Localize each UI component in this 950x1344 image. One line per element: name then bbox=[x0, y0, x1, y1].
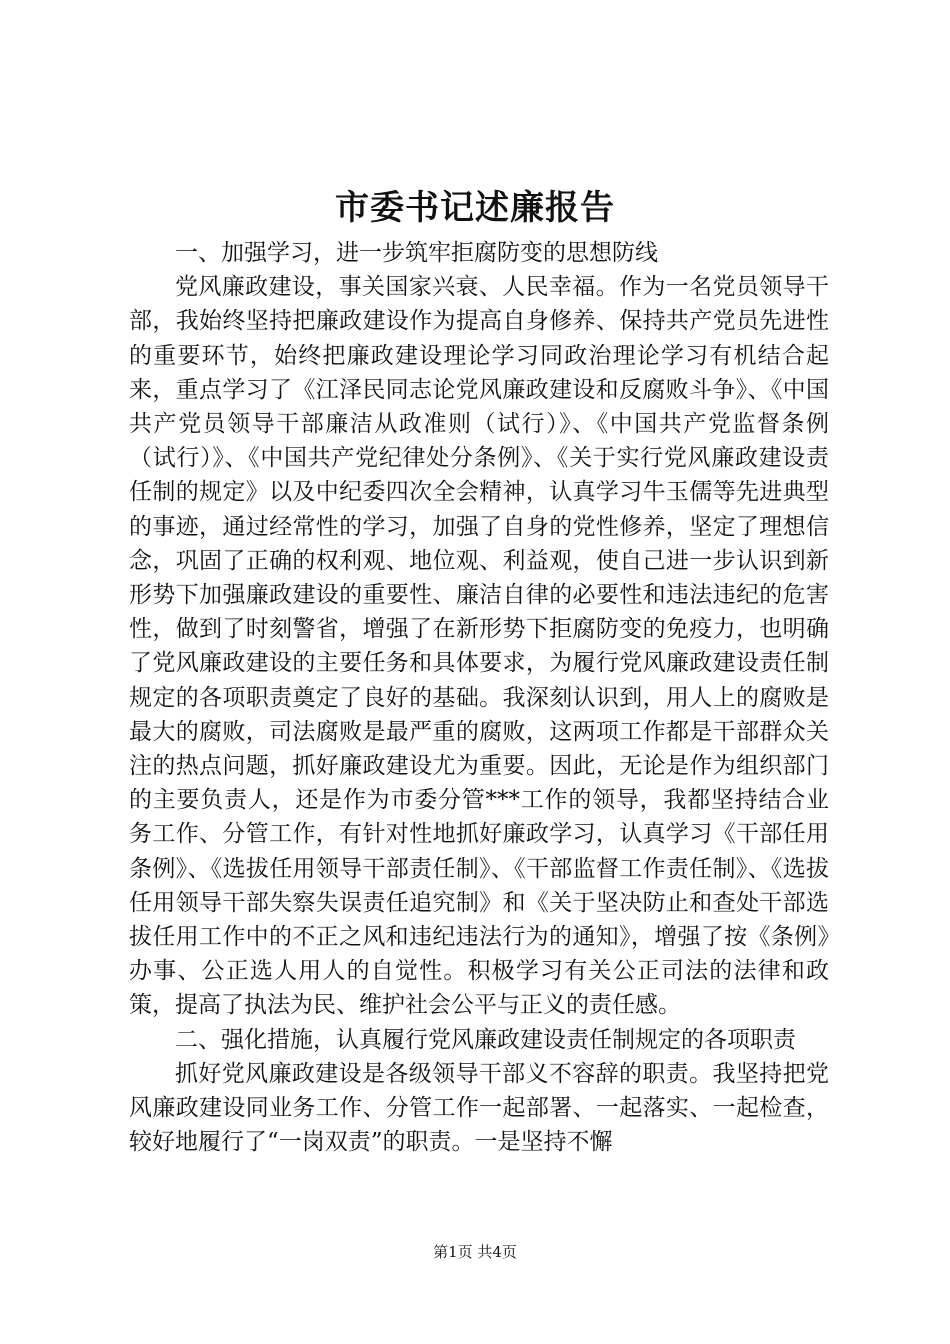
section-heading-2: 二、强化措施，认真履行党风廉政建设责任制规定的各项职责 bbox=[175, 1026, 796, 1053]
document-title: 市委书记述廉报告 bbox=[335, 188, 615, 228]
section-heading-1: 一、加强学习，进一步筑牢拒腐防变的思想防线 bbox=[175, 240, 658, 266]
page-footer: 第1页 共4页 bbox=[433, 1243, 517, 1261]
document-body bbox=[129, 236, 829, 1159]
body-paragraph-2: 抓好党风廉政建设是各级领导干部义不容辞的职责。我坚持把党风廉政建设同业务工作、分管工作一起部署、一起落实、一起检查，较好地履行了“一岗双责”的职责。一是坚持不懈 bbox=[129, 1060, 829, 1156]
body-paragraph-1: 党风廉政建设，事关国家兴衰、人民幸福。作为一名党员领导干部，我始终坚持把廉政建设作为提高自身修养、保持共产党员先进性的重要环节，始终把廉政建设理论学习同政治理论学习有机结合起来，重点学习了《江泽民同志论党风廉政建设和反腐败斗争》、《中国共产党员领导干部廉洁从政准则（试行）》、《中国共产党监督条例（试行）》、《中国共产党纪律处分条例》、《关于实行党风廉政建设责任制的规定》以及中纪委四次全会精神，认真学习牛玉儒等先进典型的事迹，通过经常性的学习，加强了自身的党性修养，坚定了理想信念，巩固了正确的权利观、地位观、利益观，使自己进一步认识到新形势下加强廉政建设的重要性、廉洁自律的必要性和违法违纪的危害性，做到了时刻警省，增强了在新形势下拒腐防变的免疫力，也明确了党风廉政建设的主要任务和具体要求，为履行党风廉政建设责任制规定的各项职责奠定了良好的基础。我深刻认识到，用人上的腐败是最大的腐败，司法腐败是最严重的腐败，这两项工作都是干部群众关注的热点问题，抓好廉政建设尤为重要。因此，无论是作为组织部门的主要负责人，还是作为市委分管***工作的领导，我都坚持结合业务工作、分管工作，有针对性地抓好廉政学习，认真学习《干部任用条例》、《选拔任用领导干部责任制》、《干部监督工作责任制》、《选拔任用领导干部失察失误责任追究制》和《关于坚决防止和查处干部选拔任用工作中的不正之风和违纪违法行为的通知》，增强了按《条例》办事、公正选人用人的自觉性。积极学习有关公正司法的法律和政策，提高了执法为民、维护社会公平与正义的责任感。 bbox=[129, 274, 829, 1019]
